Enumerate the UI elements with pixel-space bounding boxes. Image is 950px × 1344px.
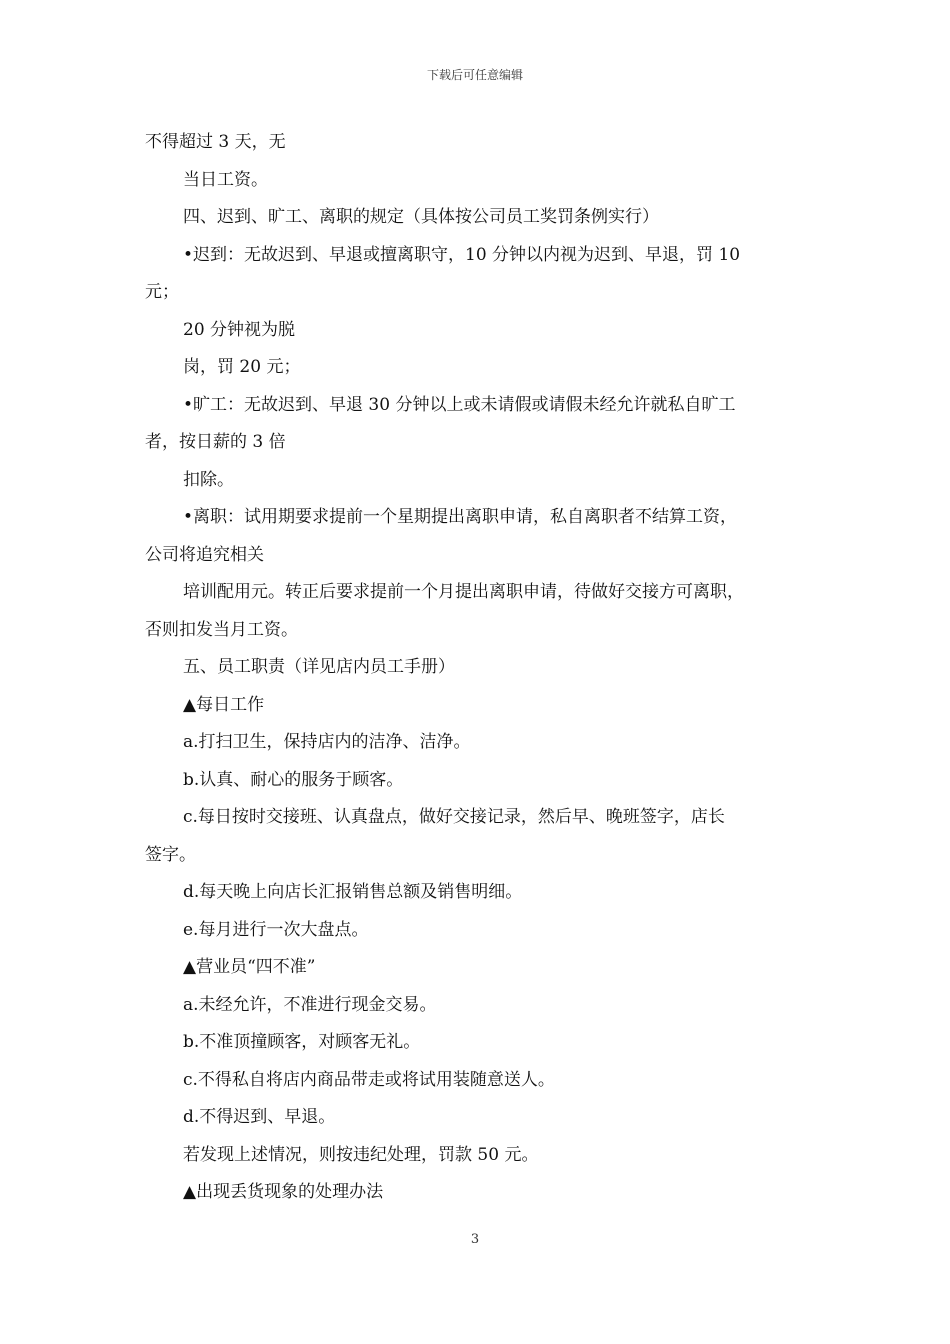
paragraph-line: 岗，罚 20 元；	[183, 357, 301, 377]
paragraph-line: 公司将追究相关	[145, 544, 264, 565]
paragraph-line: 五、员工职责（详见店内员工手册）	[183, 657, 455, 677]
paragraph-line: 元；	[145, 282, 179, 302]
document-body	[145, 124, 815, 1212]
paragraph-line: a.打扫卫生，保持店内的洁净、洁净。	[183, 732, 471, 752]
paragraph-line: b.认真、耐心的服务于顾客。	[183, 769, 404, 790]
paragraph-line: 培训配用元。转正后要求提前一个月提出离职申请，待做好交接方可离职，	[183, 582, 744, 602]
paragraph-line: 者，按日薪的 3 倍	[145, 432, 286, 452]
paragraph-line: 20 分钟视为脱	[183, 319, 296, 340]
paragraph-line: b.不准顶撞顾客，对顾客无礼。	[183, 1032, 421, 1052]
paragraph-line: c.每日按时交接班、认真盘点，做好交接记录，然后早、晚班签字，店长	[183, 807, 725, 827]
paragraph-line: •迟到：无故迟到、早退或擅离职守，10 分钟以内视为迟到、早退，罚 10	[183, 244, 741, 265]
paragraph-line: •旷工：无故迟到、早退 30 分钟以上或未请假或请假未经允许就私自旷工	[183, 394, 736, 415]
paragraph-line: •离职：试用期要求提前一个星期提出离职申请，私自离职者不结算工资，	[183, 507, 738, 527]
page-header: 下载后可任意编辑	[426, 68, 523, 82]
paragraph-line: 不得超过 3 天，无	[145, 132, 286, 152]
paragraph-line: d.每天晚上向店长汇报销售总额及销售明细。	[183, 882, 523, 902]
paragraph-line: 签字。	[145, 844, 196, 865]
paragraph-line: ▲营业员“四不准”	[183, 957, 316, 977]
paragraph-line: 四、迟到、旷工、离职的规定（具体按公司员工奖罚条例实行）	[183, 207, 659, 227]
paragraph-line: d.不得迟到、早退。	[183, 1107, 336, 1127]
paragraph-line: 否则扣发当月工资。	[145, 619, 298, 640]
paragraph-line: 扣除。	[183, 469, 234, 490]
page-number: 3	[470, 1232, 480, 1247]
paragraph-line: a.未经允许，不准进行现金交易。	[183, 994, 437, 1015]
paragraph-line: 当日工资。	[183, 169, 268, 190]
paragraph-line: 若发现上述情况，则按违纪处理，罚款 50 元。	[183, 1144, 539, 1165]
paragraph-line: e.每月进行一次大盘点。	[183, 919, 369, 940]
paragraph-line: c.不得私自将店内商品带走或将试用装随意送人。	[183, 1069, 555, 1090]
paragraph-line: ▲每日工作	[183, 694, 265, 715]
paragraph-line: ▲出现丢货现象的处理办法	[183, 1182, 384, 1202]
